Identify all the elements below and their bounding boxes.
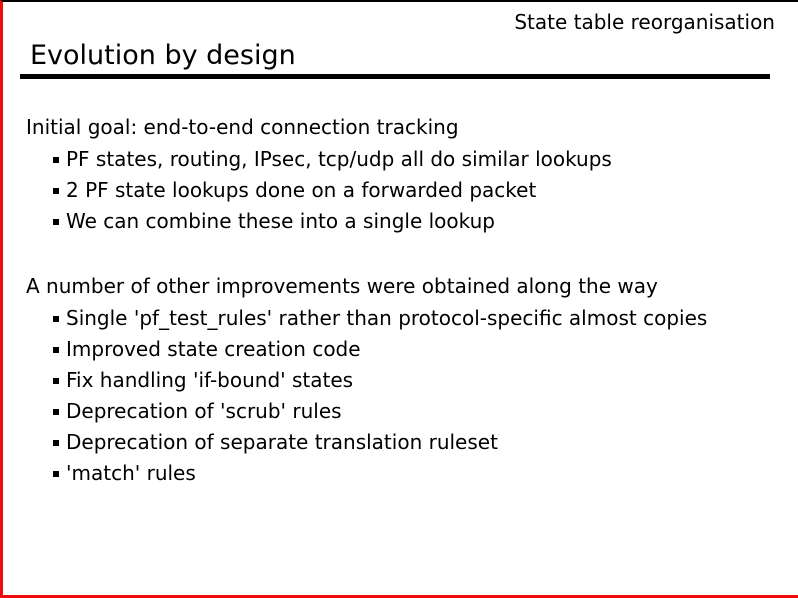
list-item-text: PF states, routing, IPsec, tcp/udp all do similar lookups [66,147,612,171]
list-item [26,396,798,427]
list-item [26,144,798,175]
list-item-text: Improved state creation code [66,337,361,361]
list-item [26,303,798,334]
section-lead: Initial goal: end-to-end connection tracking [26,115,459,139]
bullet-icon [53,188,59,194]
bullet-icon [53,378,59,384]
list-item [26,206,798,237]
list-item-text: Deprecation of separate translation ruleset [66,430,498,454]
list-item [26,334,798,365]
list-item-text: We can combine these into a single lookup [66,209,495,233]
bullet-icon [53,440,59,446]
bullet-icon [53,316,59,322]
bullet-list [26,144,798,237]
list-item-text: Single 'pf_test_rules' rather than protocol-specific almost copies [66,306,708,330]
bullet-list [26,303,798,489]
section-other-improvements [26,270,798,489]
bullet-icon [53,409,59,415]
bullet-icon [53,219,59,225]
page-title: Evolution by design [30,40,296,71]
list-item [26,458,798,489]
list-item [26,365,798,396]
list-item-text: 'match' rules [66,461,196,485]
list-item-text: Fix handling 'if-bound' states [66,368,354,392]
bullet-icon [53,471,59,477]
section-initial-goal [26,111,798,237]
list-item-text: Deprecation of 'scrub' rules [66,399,342,423]
slide-body [26,111,798,489]
title-underline [20,74,770,79]
bullet-icon [53,157,59,163]
list-item [26,427,798,458]
bullet-icon [53,347,59,353]
deck-title: State table reorganisation [514,10,775,34]
list-item [26,175,798,206]
section-lead: A number of other improvements were obtained along the way [26,274,658,298]
list-item-text: 2 PF state lookups done on a forwarded packet [66,178,537,202]
